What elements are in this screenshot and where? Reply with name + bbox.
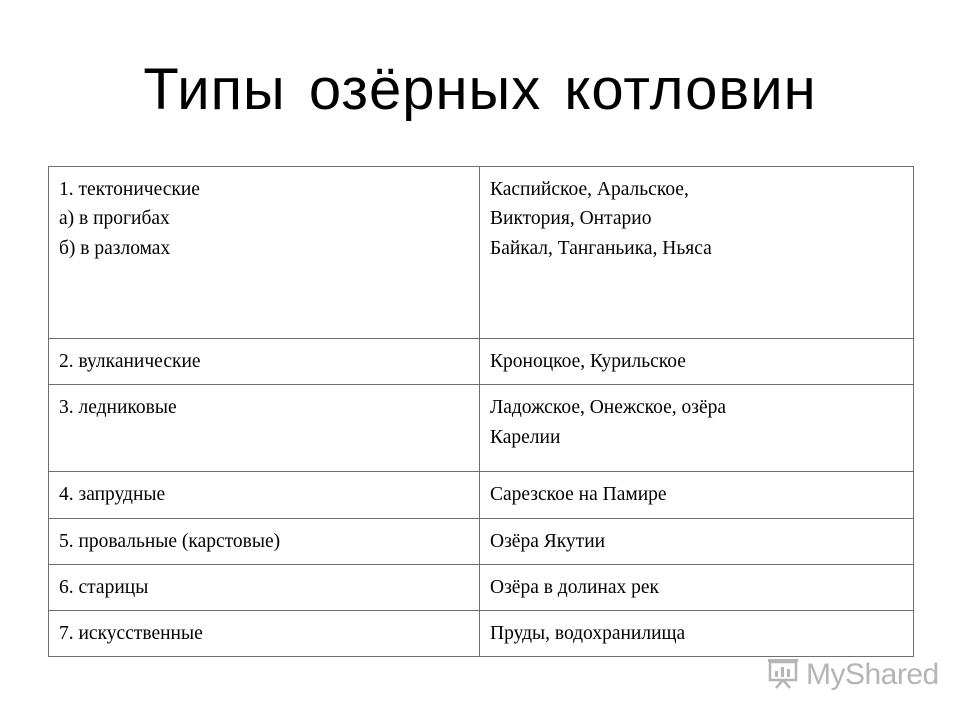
cell-text: Озёра Якутии	[490, 530, 606, 552]
slide-title: Типы озёрных котловин	[143, 57, 817, 122]
cell-text: Каспийское, Аральское,	[490, 179, 689, 200]
cell-text: 3. ледниковые	[59, 397, 177, 419]
table-row	[49, 385, 914, 472]
basin-type-cell	[49, 611, 480, 657]
cell-text: Байкал, Танганьика, Ньяса	[490, 237, 712, 259]
lake-basin-table	[48, 166, 914, 657]
lake-examples-cell	[480, 167, 914, 339]
cell-text: Ладожское, Онежское, озёра	[490, 397, 727, 419]
table-row	[49, 611, 914, 657]
basin-type-cell	[49, 472, 480, 518]
table-row	[49, 167, 914, 339]
cell-text: а) в прогибах	[59, 208, 170, 230]
cell-text: 6. старицы	[59, 576, 149, 598]
basin-type-cell	[49, 339, 480, 385]
basin-type-cell	[49, 167, 480, 339]
cell-text: 5. провальные (карстовые)	[59, 530, 281, 552]
lake-examples-cell	[480, 385, 914, 472]
watermark-text: MyShared	[806, 658, 939, 691]
cell-text: Сарезское на Памире	[490, 484, 667, 506]
lake-examples-cell	[480, 518, 914, 564]
cell-text: 1. тектонические	[59, 179, 200, 200]
table-row	[49, 518, 914, 564]
cell-text: Карелии	[490, 426, 561, 448]
table-row	[49, 564, 914, 610]
lake-examples-cell	[480, 564, 914, 610]
cell-text: 4. запрудные	[59, 484, 166, 506]
cell-text: 2. вулканические	[59, 351, 201, 372]
presentation-board-icon	[766, 656, 800, 695]
cell-text: Кроноцкое, Курильское	[490, 351, 686, 372]
basin-type-cell	[49, 518, 480, 564]
cell-text: Озёра в долинах рек	[490, 576, 659, 598]
cell-text: Пруды, водохранилища	[490, 623, 686, 644]
cell-text: Виктория, Онтарио	[490, 208, 652, 230]
cell-text: б) в разломах	[59, 237, 171, 259]
lake-examples-cell	[480, 472, 914, 518]
lake-examples-cell	[480, 611, 914, 657]
cell-text: 7. искусственные	[59, 623, 203, 644]
basin-type-cell	[49, 385, 480, 472]
basin-type-cell	[49, 564, 480, 610]
myshared-logo	[766, 653, 939, 697]
table-row	[49, 472, 914, 518]
lake-examples-cell	[480, 339, 914, 385]
table-row	[49, 339, 914, 385]
